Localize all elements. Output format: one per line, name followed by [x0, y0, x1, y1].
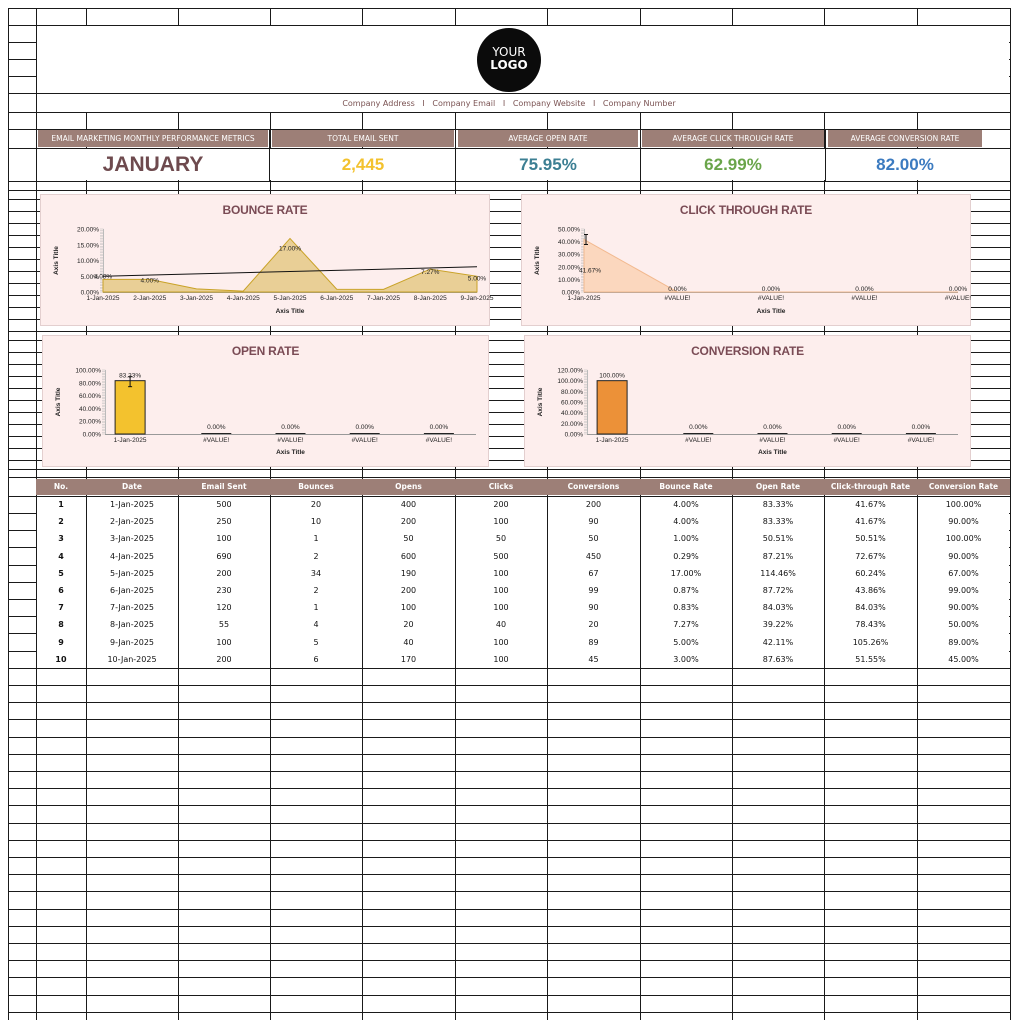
y-axis-title: Axis Title	[537, 387, 544, 417]
x-axis-title: Axis Title	[756, 308, 786, 315]
data-label: 0.00%	[281, 424, 300, 431]
table-cell[interactable]: 50	[495, 534, 507, 544]
table-cell[interactable]: 5.00%	[673, 637, 699, 647]
table-cell[interactable]: 40	[403, 637, 414, 647]
table-cell[interactable]: 41.67%	[855, 500, 886, 509]
table-cell[interactable]: 100	[493, 603, 509, 613]
table-cell[interactable]: 89	[588, 637, 599, 647]
y-tick-label: 10.00%	[557, 276, 580, 284]
y-tick-label: 15.00%	[76, 242, 99, 250]
table-cell[interactable]: 10-Jan-2025	[107, 654, 157, 664]
table-cell[interactable]: 78.43%	[855, 620, 886, 630]
table-cell[interactable]: 20	[588, 620, 599, 630]
y-tick-label: 80.00%	[78, 380, 101, 388]
y-tick-label: 50.00%	[557, 226, 580, 234]
data-label: 100.00%	[599, 372, 625, 380]
x-tick-label: #VALUE!	[851, 295, 878, 302]
table-cell[interactable]: 4-Jan-2025	[110, 551, 154, 561]
table-cell[interactable]: 87.63%	[762, 654, 794, 664]
data-label: 0.00%	[837, 424, 856, 431]
table-cell[interactable]: 230	[216, 586, 232, 595]
table-cell[interactable]: 400	[400, 500, 417, 509]
y-tick-label: 20.00%	[557, 264, 580, 272]
table-cell[interactable]: 99	[588, 586, 599, 595]
table-cell[interactable]: 50.00%	[948, 620, 979, 630]
table-cell[interactable]: 120	[216, 603, 232, 613]
table-cell[interactable]: 90.00%	[948, 603, 979, 613]
metric-header-open-rate: AVERAGE OPEN RATE	[458, 130, 638, 147]
y-tick-label: 40.00%	[557, 239, 580, 247]
data-label: 0.00%	[763, 424, 782, 431]
y-axis-title: Axis Title	[534, 246, 541, 275]
x-tick-label: #VALUE!	[664, 295, 691, 302]
table-cell[interactable]: 89.00%	[948, 637, 979, 647]
x-tick-label: #VALUE!	[759, 437, 786, 444]
table-cell[interactable]: 39.22%	[762, 620, 794, 630]
data-table-header	[36, 479, 1010, 495]
table-cell[interactable]: 0.87%	[673, 586, 699, 595]
average-conversion-rate-value: 82.00%	[876, 155, 934, 174]
data-label: 17.00%	[278, 245, 302, 253]
data-label: 0.00%	[668, 286, 687, 293]
table-cell[interactable]: 72.67%	[855, 551, 886, 561]
x-axis-title: Axis Title	[758, 449, 787, 456]
x-tick-label: 4-Jan-2025	[226, 295, 260, 302]
y-tick-label: 10.00%	[76, 258, 99, 265]
y-tick-label: 20.00%	[78, 418, 101, 426]
table-cell[interactable]: 200	[400, 586, 417, 595]
table-cell[interactable]: 99.00%	[948, 586, 979, 595]
table-header-cell: No.	[53, 482, 69, 491]
data-label: 83.33%	[119, 372, 142, 380]
conversion-rate-chart[interactable]	[524, 335, 971, 467]
table-cell[interactable]: 67	[588, 568, 599, 578]
average-open-rate-value: 75.95%	[519, 155, 577, 174]
table-cell[interactable]: 83.33%	[762, 500, 794, 509]
table-cell[interactable]: 8-Jan-2025	[110, 620, 154, 630]
table-cell[interactable]: 1	[313, 603, 319, 613]
click-through-rate-chart[interactable]	[521, 194, 971, 326]
data-label: 0.00%	[355, 424, 374, 431]
table-cell[interactable]: 3	[58, 534, 64, 544]
table-row[interactable]	[0, 530, 1020, 547]
table-cell[interactable]: 4.00%	[673, 500, 699, 509]
y-tick-label: 20.00%	[76, 226, 99, 234]
x-tick-label: 1-Jan-2025	[86, 295, 120, 302]
table-cell[interactable]: 100	[216, 534, 232, 544]
y-tick-label: 120.00%	[557, 367, 583, 375]
y-tick-label: 60.00%	[560, 399, 583, 407]
table-row[interactable]	[0, 565, 1020, 582]
table-cell[interactable]: 450	[585, 551, 602, 561]
table-cell[interactable]: 50	[403, 534, 414, 544]
table-cell[interactable]: 87.21%	[762, 551, 794, 561]
table-cell[interactable]: 1	[313, 534, 319, 544]
y-tick-label: 0.00%	[564, 431, 583, 439]
table-header-cell: Clicks	[488, 482, 514, 491]
table-cell[interactable]: 43.86%	[855, 586, 886, 595]
table-cell[interactable]: 90.00%	[948, 517, 979, 527]
chart-title: CLICK THROUGH RATE	[679, 203, 813, 217]
bar	[115, 381, 145, 434]
data-label: 0.00%	[761, 286, 781, 293]
table-cell[interactable]: 17.00%	[670, 568, 702, 578]
table-cell[interactable]: 4	[58, 551, 64, 561]
table-header-cell: Date	[122, 482, 142, 491]
table-header-cell: Open Rate	[755, 482, 801, 491]
y-axis-title: Axis Title	[53, 246, 60, 275]
table-cell[interactable]: 170	[400, 654, 417, 664]
table-row[interactable]	[0, 582, 1020, 599]
company-logo	[477, 28, 541, 92]
table-cell[interactable]: 50	[588, 534, 599, 544]
metric-header-conversion-rate: AVERAGE CONVERSION RATE	[828, 130, 982, 147]
table-cell[interactable]: 4.00%	[673, 517, 699, 527]
table-cell[interactable]: 200	[400, 517, 417, 527]
table-cell[interactable]: 51.55%	[855, 654, 886, 664]
table-header-cell: Bounce Rate	[659, 482, 713, 491]
table-row[interactable]	[0, 616, 1020, 633]
table-cell[interactable]: 190	[400, 568, 417, 578]
table-cell[interactable]: 100	[493, 568, 509, 578]
x-tick-label: 7-Jan-2025	[367, 295, 400, 302]
table-cell[interactable]: 690	[216, 551, 232, 561]
data-table-body	[0, 496, 1020, 676]
table-cell[interactable]: 3.00%	[673, 654, 699, 664]
x-tick-label: #VALUE!	[203, 437, 230, 444]
data-label: 4.00%	[93, 273, 113, 281]
y-tick-label: 30.00%	[557, 251, 580, 259]
table-cell[interactable]: 250	[216, 517, 232, 527]
x-tick-label: 5-Jan-2025	[273, 295, 307, 302]
table-header-cell: Opens	[395, 482, 422, 491]
table-cell[interactable]: 114.46%	[760, 568, 796, 578]
table-cell[interactable]: 5-Jan-2025	[110, 568, 154, 578]
table-cell[interactable]: 105.26%	[852, 637, 889, 647]
x-tick-label: #VALUE!	[757, 295, 785, 302]
table-cell[interactable]: 10	[55, 654, 67, 664]
table-cell[interactable]: 600	[400, 551, 417, 561]
table-row[interactable]	[0, 651, 1020, 668]
logo-text-top: YOUR	[492, 45, 526, 59]
x-tick-label: 6-Jan-2025	[320, 295, 354, 302]
table-cell[interactable]: 5	[58, 568, 64, 578]
logo-text-bottom: LOGO	[490, 58, 528, 72]
table-cell[interactable]: 2	[58, 517, 64, 527]
table-cell[interactable]: 200	[493, 500, 509, 509]
y-tick-label: 40.00%	[560, 410, 583, 418]
table-cell[interactable]: 4	[313, 620, 319, 630]
x-tick-label: #VALUE!	[685, 437, 712, 444]
y-tick-label: 0.00%	[82, 431, 101, 439]
x-tick-label: 9-Jan-2025	[460, 295, 494, 302]
table-cell[interactable]: 41.67%	[855, 517, 886, 527]
data-label: 0.00%	[948, 286, 968, 293]
data-label: 0.00%	[207, 424, 226, 431]
data-label: 5.00%	[467, 275, 487, 283]
table-header-cell: Bounces	[298, 482, 334, 491]
table-cell[interactable]: 10	[310, 517, 322, 527]
company-info-line: Company Address I Company Email I Company Website I Company Number	[342, 99, 676, 108]
table-cell[interactable]: 20	[310, 500, 322, 509]
data-label: 41.67%	[578, 267, 602, 275]
table-cell[interactable]: 67.00%	[948, 568, 979, 578]
table-cell[interactable]: 100	[493, 654, 509, 664]
x-tick-label: #VALUE!	[944, 295, 972, 302]
x-tick-label: 1-Jan-2025	[595, 437, 629, 444]
table-cell[interactable]: 60.24%	[855, 568, 886, 578]
x-tick-label: 3-Jan-2025	[180, 295, 213, 302]
x-tick-label: 1-Jan-2025	[567, 295, 601, 302]
table-cell[interactable]: 9-Jan-2025	[110, 637, 154, 647]
area-series	[584, 239, 958, 292]
data-label: 4.00%	[140, 277, 159, 285]
table-cell[interactable]: 45	[588, 654, 599, 664]
chart-title: CONVERSION RATE	[691, 344, 804, 358]
table-cell[interactable]: 100.00%	[945, 500, 982, 509]
table-cell[interactable]: 42.11%	[762, 637, 794, 647]
x-tick-label: #VALUE!	[351, 437, 378, 444]
table-cell[interactable]: 8	[58, 620, 64, 630]
table-cell[interactable]: 3-Jan-2025	[110, 534, 154, 544]
data-label: 0.00%	[429, 424, 449, 431]
y-tick-label: 80.00%	[560, 388, 583, 396]
x-tick-label: #VALUE!	[425, 437, 453, 444]
chart-title: OPEN RATE	[231, 344, 300, 358]
table-cell[interactable]: 9	[58, 637, 64, 647]
table-cell[interactable]: 90.00%	[948, 551, 979, 561]
y-tick-label: 0.00%	[80, 289, 99, 297]
table-cell[interactable]: 200	[216, 568, 232, 578]
table-cell[interactable]: 1-Jan-2025	[110, 500, 154, 509]
average-click-rate-value: 62.99%	[704, 155, 762, 174]
table-cell[interactable]: 40	[495, 620, 507, 630]
y-tick-label: 0.00%	[561, 289, 580, 297]
open-rate-chart[interactable]	[42, 335, 489, 467]
data-label: 7.27%	[421, 269, 440, 277]
total-email-sent-value: 2,445	[341, 155, 385, 174]
table-cell[interactable]: 0.83%	[673, 603, 699, 613]
table-cell[interactable]: 90	[588, 603, 599, 613]
table-cell[interactable]: 500	[216, 500, 232, 509]
table-cell[interactable]: 7.27%	[673, 620, 699, 630]
x-axis-title: Axis Title	[276, 449, 305, 456]
table-cell[interactable]: 84.03%	[855, 603, 886, 613]
table-cell[interactable]: 100.00%	[945, 534, 982, 544]
table-cell[interactable]: 7	[58, 603, 64, 613]
table-cell[interactable]: 50.51%	[762, 534, 794, 544]
table-cell[interactable]: 20	[403, 620, 414, 630]
table-cell[interactable]: 5	[313, 637, 319, 647]
table-header-cell: Email Sent	[201, 482, 247, 491]
table-cell[interactable]: 83.33%	[762, 517, 794, 527]
chart-title: BOUNCE RATE	[222, 203, 308, 217]
table-cell[interactable]: 2	[313, 586, 319, 595]
data-label: 0.00%	[689, 424, 708, 431]
y-tick-label: 5.00%	[80, 273, 99, 281]
x-tick-label: 2-Jan-2025	[133, 295, 167, 302]
x-tick-label: 8-Jan-2025	[413, 295, 447, 302]
table-cell[interactable]: 90	[588, 517, 599, 527]
table-cell[interactable]: 7-Jan-2025	[110, 603, 154, 613]
table-cell[interactable]: 6	[313, 654, 319, 664]
table-cell[interactable]: 2-Jan-2025	[110, 517, 154, 527]
x-axis-title: Axis Title	[275, 308, 305, 315]
table-cell[interactable]: 55	[218, 620, 230, 630]
table-row[interactable]	[0, 513, 1020, 530]
table-cell[interactable]: 50.51%	[855, 534, 886, 544]
y-tick-label: 20.00%	[560, 420, 583, 428]
table-header-cell: Conversions	[567, 482, 620, 491]
table-cell[interactable]: 100	[216, 637, 232, 647]
table-cell[interactable]: 100	[400, 603, 417, 613]
table-cell[interactable]: 200	[216, 654, 232, 664]
x-tick-label: #VALUE!	[907, 437, 935, 444]
month-value: JANUARY	[102, 153, 204, 176]
x-tick-label: 1-Jan-2025	[113, 437, 147, 444]
metric-header-click-rate: AVERAGE CLICK THROUGH RATE	[642, 130, 824, 147]
table-cell[interactable]: 6	[58, 586, 64, 595]
table-cell[interactable]: 100	[493, 586, 509, 595]
y-tick-label: 40.00%	[78, 405, 101, 413]
y-tick-label: 100.00%	[557, 378, 583, 386]
metric-header-title: EMAIL MARKETING MONTHLY PERFORMANCE METRICS	[38, 130, 268, 147]
x-tick-label: #VALUE!	[833, 437, 860, 444]
table-header-cell: Conversion Rate	[928, 482, 999, 491]
table-row[interactable]	[0, 548, 1020, 565]
metric-header-total-sent: TOTAL EMAIL SENT	[272, 130, 454, 147]
table-cell[interactable]: 2	[313, 551, 319, 561]
table-cell[interactable]: 100	[493, 517, 509, 527]
y-tick-label: 100.00%	[75, 367, 101, 375]
table-cell[interactable]: 34	[310, 568, 322, 578]
bar	[597, 381, 627, 434]
table-row[interactable]	[0, 496, 1020, 513]
table-cell[interactable]: 87.72%	[762, 586, 794, 595]
table-cell[interactable]: 6-Jan-2025	[110, 586, 154, 595]
data-label: 0.00%	[855, 286, 874, 293]
table-cell[interactable]: 1	[58, 500, 64, 509]
table-row[interactable]	[0, 634, 1020, 651]
y-tick-label: 60.00%	[78, 393, 101, 401]
data-label: 0.00%	[911, 424, 931, 431]
table-cell[interactable]: 0.29%	[673, 551, 699, 561]
table-header-cell: Click-through Rate	[830, 482, 911, 491]
table-cell[interactable]: 45.00%	[948, 654, 979, 664]
x-tick-label: #VALUE!	[277, 437, 304, 444]
table-cell[interactable]: 200	[585, 500, 602, 509]
table-cell[interactable]: 84.03%	[762, 603, 794, 613]
table-row[interactable]	[0, 599, 1020, 616]
table-cell[interactable]: 500	[493, 551, 509, 561]
y-axis-title: Axis Title	[55, 387, 62, 417]
table-cell[interactable]: 100	[493, 637, 509, 647]
table-cell[interactable]: 1.00%	[673, 534, 699, 544]
bounce-rate-chart[interactable]	[40, 194, 494, 326]
